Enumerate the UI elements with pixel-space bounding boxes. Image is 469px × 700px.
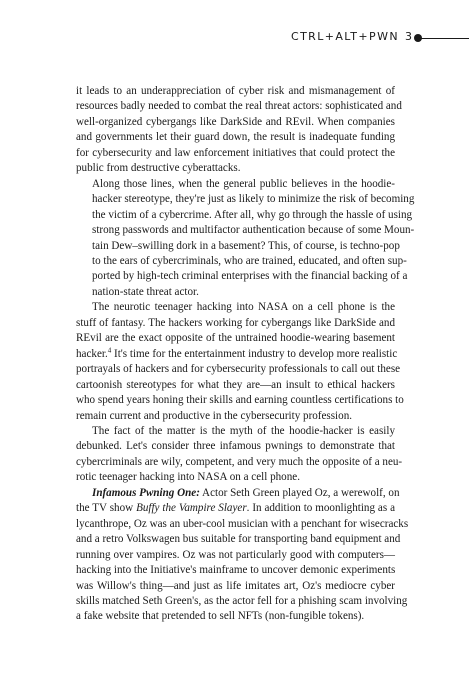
text-line: debunked. Let's consider three infamous pwnings to demonstrate that: [76, 440, 395, 453]
text-line: remain current and productive in the cybersecurity profession.: [76, 409, 353, 422]
text-fragment: It's time for the entertainment industry to develop more realistic: [111, 347, 398, 360]
text-line: cartoonish stereotypes for what they are—an insult to ethical hackers: [76, 378, 395, 391]
header-ornament-rule: [420, 38, 469, 39]
text-line: stuff of fantasy. The hackers working for cybergangs like DarkSide and: [76, 316, 395, 329]
text-line: lycanthrope, Oz was an uber-cool musician with a penchant for wisecracks: [76, 517, 409, 530]
text-line: ported by high-tech criminal enterprises with the financial backing of a: [92, 270, 408, 283]
text-line: portrayals of hackers and for cybersecurity professionals to call out these: [76, 363, 401, 376]
text-line: well-organized cybergangs like DarkSide and REvil. When companies: [76, 115, 395, 128]
text-line: the victim of a cybercrime. After all, why go through the hassle of using: [92, 208, 413, 221]
text-line: resources badly needed to combat the real threat actors: sophisticated and: [76, 100, 402, 113]
text-line: hacking into the Initiative's mainframe to uncover demonic experiments: [76, 564, 396, 577]
text-line: running over vampires. Oz was not particularly good with computers—: [76, 548, 395, 561]
show-title: Buffy the Vampire Slayer: [136, 502, 247, 515]
text-line: The fact of the matter is the myth of the hoodie-hacker is easily: [92, 424, 395, 437]
text-fragment: the TV show: [76, 502, 137, 515]
text-line: and governments let their guard down, the result is inadequate funding: [76, 131, 395, 144]
text-line: strong passwords and multifactor authentication because of some Moun-: [92, 224, 415, 237]
running-header: [0, 30, 469, 50]
text-line: nation-state threat actor.: [92, 285, 199, 298]
footnote-marker[interactable]: 4: [107, 346, 112, 355]
paragraph-3: [76, 300, 404, 424]
text-line-with-runhead: [76, 486, 400, 501]
text-line: was Willow's thing—and just as life imitates art, Oz's mediocre cyber: [76, 579, 395, 592]
text-line: and a retro Volkswagen bus suitable for transporting band equipment and: [76, 533, 401, 546]
text-line: public from destructive cyberattacks.: [76, 162, 241, 175]
text-line-with-footnote: [76, 346, 398, 362]
body-text: [76, 84, 415, 625]
text-line: tain Dew–swilling dork in a basement? This, of course, is techno-pop: [92, 239, 400, 252]
text-line: a fake website that pretended to sell NFTs (non-fungible tokens).: [76, 610, 365, 623]
text-line: rotic teenager hacking into NASA on a cell phone.: [76, 471, 300, 484]
paragraph-5: [76, 486, 409, 625]
text-line: REvil are the exact opposite of the untrained hoodie-wearing basement: [76, 332, 395, 345]
text-line-with-title: [76, 501, 395, 516]
paragraph-4: [76, 424, 403, 486]
text-fragment: hacker.: [76, 347, 108, 360]
text-fragment: . In addition to moonlighting as a: [246, 502, 395, 515]
text-line: who spend years honing their skills and earning countless certifications to: [76, 394, 404, 407]
text-line: Along those lines, when the general public believes in the hoodie-: [92, 177, 395, 190]
text-line: The neurotic teenager hacking into NASA on a cell phone is the: [92, 301, 395, 314]
text-line: for cybersecurity and law enforcement initiatives that could protect the: [76, 146, 395, 159]
text-line: cybercriminals are wily, competent, and very much the opposite of a neu-: [76, 455, 403, 468]
paragraph-2: [76, 177, 415, 301]
text-fragment: Actor Seth Green played Oz, a werewolf, on: [199, 486, 400, 499]
page-number: 3: [405, 30, 412, 43]
running-header-title: CTRL+ALT+PWN: [290, 30, 399, 43]
paragraph-1: [76, 84, 402, 177]
text-line: to the ears of cybercriminals, who are trained, educated, and often sup-: [92, 254, 407, 267]
text-line: skills matched Seth Green's, as the actor fell for a phishing scam involving: [76, 594, 408, 607]
run-in-heading: Infamous Pwning One:: [92, 486, 200, 499]
text-line: hacker stereotype, they're just as likely to minimize the risk of becoming: [92, 193, 415, 206]
text-line: it leads to an underappreciation of cyber risk and mismanagement of: [76, 85, 395, 97]
